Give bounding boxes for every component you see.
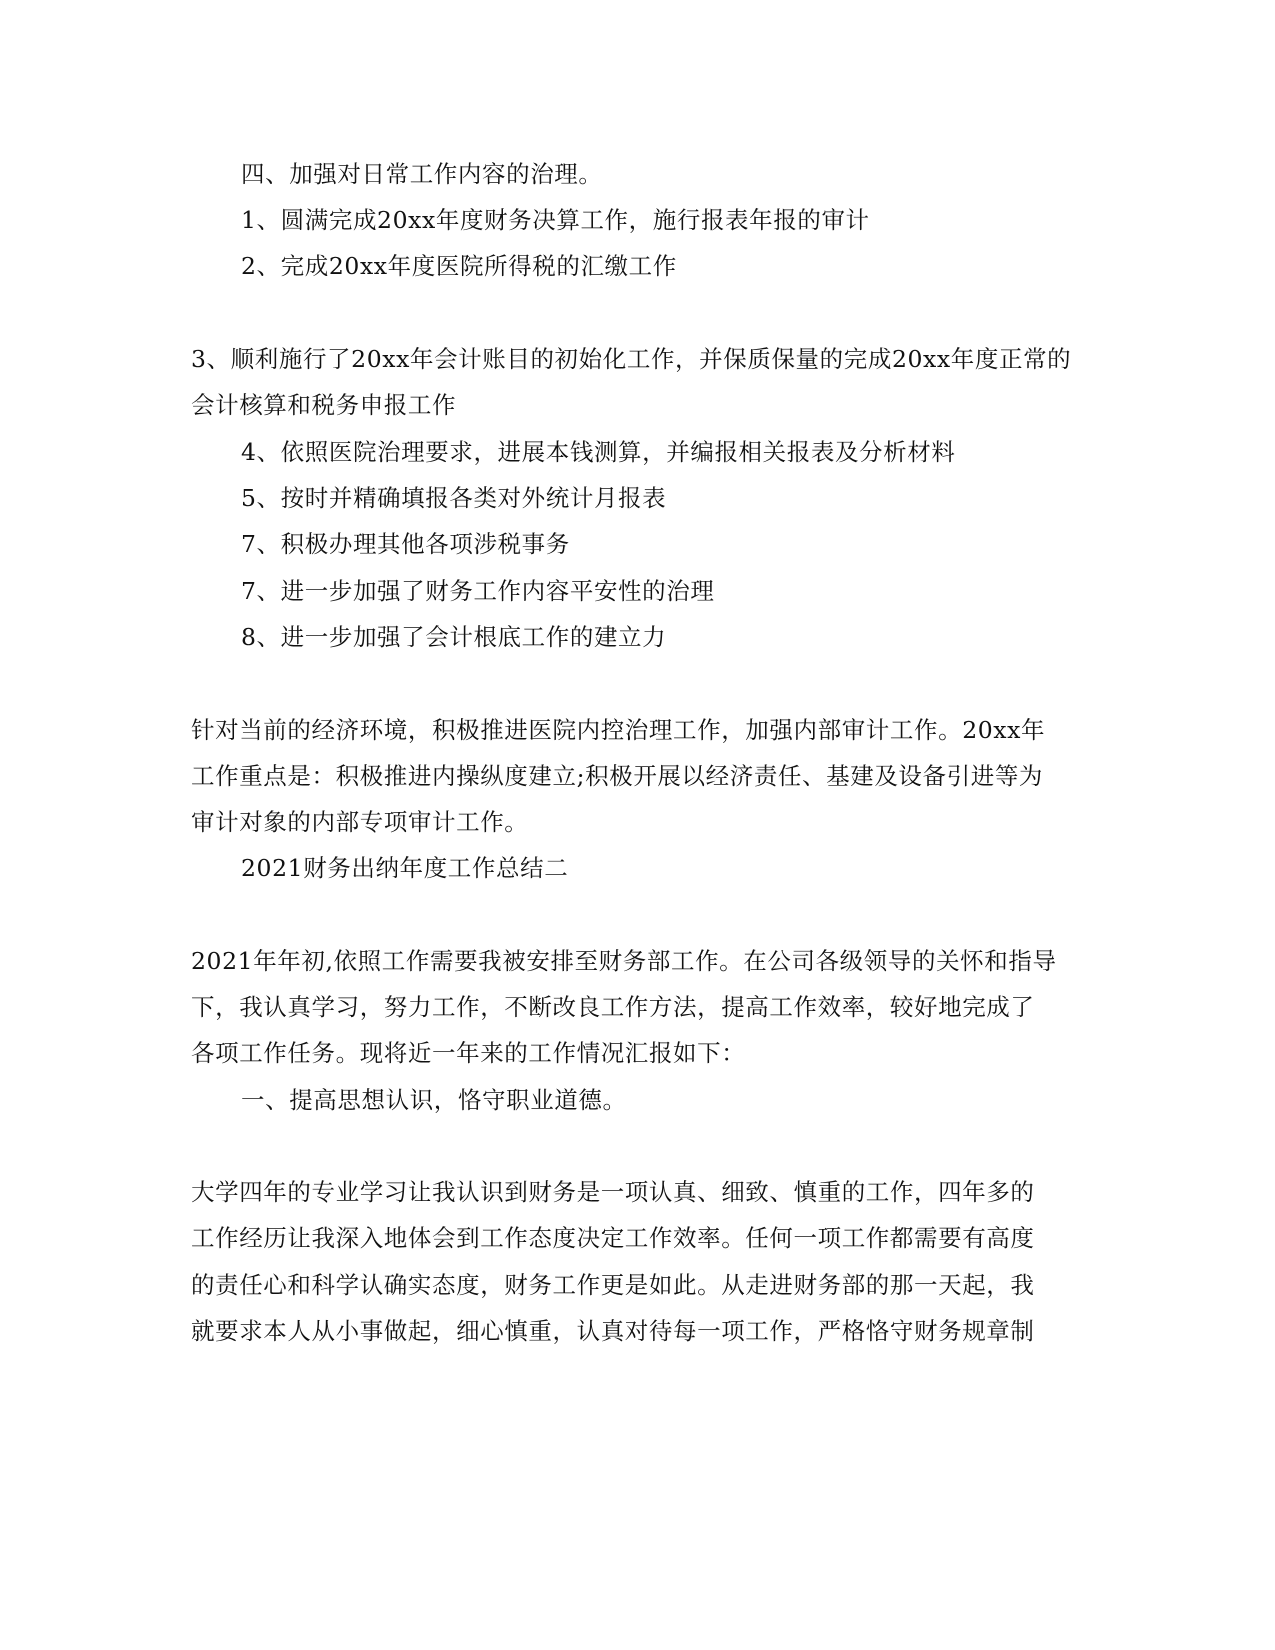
list-item-1: 1、圆满完成20xx年度财务决算工作，施行报表年报的审计: [241, 206, 870, 234]
list-item-2: 2、完成20xx年度医院所得税的汇缴工作: [241, 252, 677, 280]
paragraph-study-line-1: 大学四年的专业学习让我认识到财务是一项认真、细致、慎重的工作，四年多的: [191, 1178, 1035, 1206]
list-item-3-line-1: 3、顺利施行了20xx年会计账目的初始化工作，并保质保量的完成20xx年度正常的: [191, 345, 1072, 373]
list-item-7a: 7、积极办理其他各项涉税事务: [241, 530, 570, 558]
section-heading-one: 一、提高思想认识，恪守职业道德。: [241, 1086, 627, 1114]
list-item-8: 8、进一步加强了会计根底工作的建立力: [241, 623, 667, 651]
paragraph-audit-line-1: 针对当前的经济环境，积极推进医院内控治理工作，加强内部审计工作。20xx年: [191, 716, 1046, 744]
paragraph-audit-line-3: 审计对象的内部专项审计工作。: [191, 808, 529, 836]
list-item-7b: 7、进一步加强了财务工作内容平安性的治理: [241, 577, 715, 605]
paragraph-study-line-3: 的责任心和科学认确实态度，财务工作更是如此。从走进财务部的那一天起，我: [191, 1271, 1035, 1299]
list-item-5: 5、按时并精确填报各类对外统计月报表: [241, 484, 667, 512]
summary-title-two: 2021财务出纳年度工作总结二: [241, 854, 569, 882]
list-item-4: 4、依照医院治理要求，进展本钱测算，并编报相关报表及分析材料: [241, 438, 956, 466]
paragraph-study-line-4: 就要求本人从小事做起，细心慎重，认真对待每一项工作，严格恪守财务规章制: [191, 1317, 1035, 1345]
list-item-3-line-2: 会计核算和税务申报工作: [191, 391, 457, 419]
paragraph-intro-line-2: 下，我认真学习，努力工作，不断改良工作方法，提高工作效率，较好地完成了: [191, 993, 1035, 1021]
paragraph-study-line-2: 工作经历让我深入地体会到工作态度决定工作效率。任何一项工作都需要有高度: [191, 1224, 1035, 1252]
paragraph-intro-line-3: 各项工作任务。现将近一年来的工作情况汇报如下：: [191, 1039, 746, 1067]
paragraph-intro-line-1: 2021年年初,依照工作需要我被安排至财务部工作。在公司各级领导的关怀和指导: [191, 947, 1057, 975]
section-heading-four: 四、加强对日常工作内容的治理。: [241, 160, 603, 188]
paragraph-audit-line-2: 工作重点是：积极推进内操纵度建立;积极开展以经济责任、基建及设备引进等为: [191, 762, 1044, 790]
